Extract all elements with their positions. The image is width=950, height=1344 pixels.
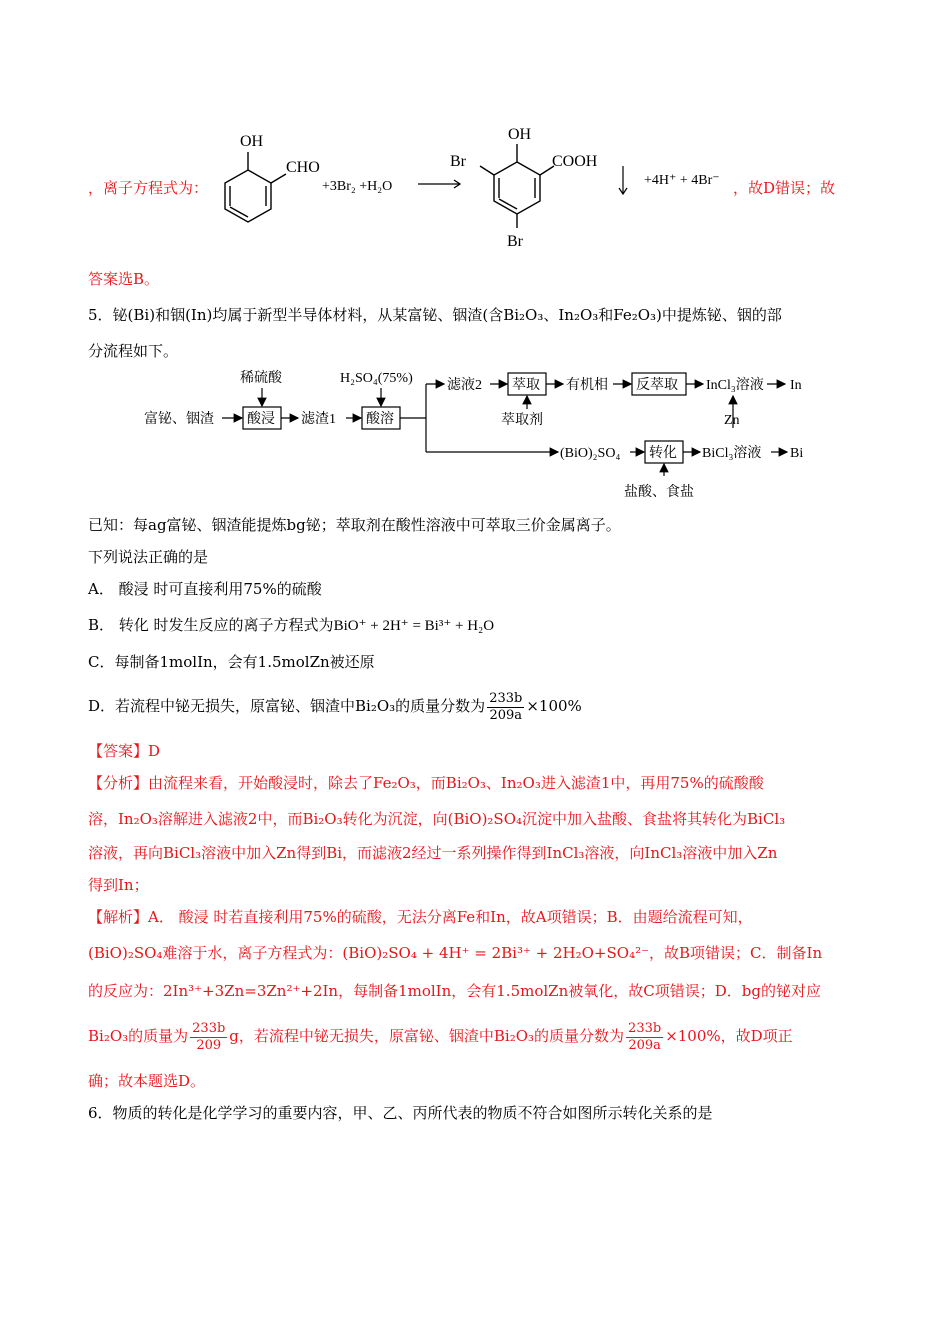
tribromophenol-acid-structure	[480, 144, 554, 228]
option-d-percent: ×100%	[526, 697, 582, 715]
q5-stem-line2: 分流程如下。	[88, 342, 179, 360]
label-in: In	[790, 378, 802, 393]
label-convert: 转化	[649, 446, 677, 461]
q5-prompt: 下列说法正确的是	[88, 548, 209, 566]
label-zn: Zn	[724, 413, 740, 428]
label-organic: 有机相	[566, 378, 608, 393]
label-bio-so4: (BiO)₂SO₄	[560, 446, 621, 461]
answer-label: 【答案】D	[88, 742, 161, 760]
q5-option-d	[88, 688, 860, 724]
label-dilute-acid: 稀硫酸	[240, 371, 282, 386]
answer-line-b: 答案选B。	[88, 270, 160, 288]
label-hcl-salt: 盐酸、食盐	[624, 485, 694, 500]
product-br-left: Br	[450, 153, 466, 170]
option-d-denominator: 209a	[489, 707, 523, 723]
explain4-post: ×100%，故D项正	[665, 1027, 793, 1045]
analysis-line-2: 溶，In₂O₃溶解进入滤液2中，而Bi₂O₃转化为沉淀，向(BiO)₂SO₄沉淀中加入盐酸、食盐将其转化为BiCl₃	[88, 810, 786, 828]
label-h2so4: H₂SO₄(75%)	[340, 371, 413, 386]
label-bicl3: BiCl₃溶液	[702, 446, 762, 461]
explain4-pre: Bi₂O₃的质量为	[88, 1027, 189, 1045]
label-incl3: InCl₃溶液	[706, 378, 764, 393]
explain-line-4	[88, 1018, 860, 1054]
equation-suffix: ，故D错误；故	[733, 179, 836, 197]
option-b-text: B． 转化 时发生反应的离子方程式为	[88, 616, 334, 634]
explain4-den2: 209a	[628, 1037, 661, 1053]
explain4-fraction-1	[190, 1021, 227, 1054]
label-leach: 酸浸	[247, 412, 275, 427]
precipitate-arrow	[619, 166, 627, 194]
explain-line-2: (BiO)₂SO₄难溶于水，离子方程式为：(BiO)₂SO₄ + 4H⁺ = 2Bi³⁺ + 2H₂O+SO₄²⁻，故B项错误；C．制备In	[88, 944, 823, 962]
process-flowchart	[140, 364, 820, 509]
explain-line-3: 的反应为：2In³⁺+3Zn=3Zn²⁺+2In，每制备1molIn，会有1.5molZn被氧化，故C项错误；D．bg的铋对应	[88, 982, 821, 1000]
option-d-text: D．若流程中铋无损失，原富铋、铟渣中Bi₂O₃的质量分数为	[88, 697, 486, 715]
explain4-fraction-2	[626, 1021, 663, 1054]
product-oh: OH	[508, 126, 532, 143]
option-d-fraction	[487, 691, 524, 724]
option-d-numerator: 233b	[489, 690, 523, 706]
salicylaldehyde-structure	[225, 152, 286, 222]
label-filter1: 滤渣1	[301, 412, 336, 427]
label-back-extract: 反萃取	[636, 378, 678, 393]
explain4-num2: 233b	[628, 1020, 662, 1036]
q5-option-c: C．每制备1molIn，会有1.5molZn被还原	[88, 653, 375, 671]
explain4-num1: 233b	[192, 1020, 226, 1036]
reaction-scheme	[210, 122, 790, 252]
label-extractant: 萃取剂	[501, 413, 543, 428]
explain4-mid: g，若流程中铋无损失，原富铋、铟渣中Bi₂O₃的质量分数为	[229, 1027, 625, 1045]
q5-known: 已知：每ag富铋、铟渣能提炼bg铋；萃取剂在酸性溶液中可萃取三价金属离子。	[88, 516, 621, 534]
analysis-line-1: 【分析】由流程来看，开始酸浸时，除去了Fe₂O₃，而Bi₂O₃、In₂O₃进入滤渣1中，再用75%的硫酸酸	[88, 774, 764, 792]
label-dissolve: 酸溶	[366, 412, 394, 427]
explain-line-5: 确；故本题选D。	[88, 1072, 206, 1090]
reactant-oh: OH	[240, 133, 264, 150]
label-start: 富铋、铟渣	[144, 412, 214, 427]
analysis-line-4: 得到In；	[88, 876, 149, 894]
q5-stem-line1: 5．铋(Bi)和铟(In)均属于新型半导体材料，从某富铋、铟渣(含Bi₂O₃、In₂O₃和Fe₂O₃)中提炼铋、铟的部	[88, 306, 782, 324]
product-ions: +4H⁺ + 4Br⁻	[644, 173, 720, 188]
reaction-arrow	[418, 180, 460, 188]
equation-prefix: ，离子方程式为：	[88, 179, 209, 197]
label-extract: 萃取	[512, 378, 540, 393]
analysis-line-3: 溶液，再向BiCl₃溶液中加入Zn得到Bi，而滤液2经过一系列操作得到InCl₃溶液，向InCl₃溶液中加入Zn	[88, 844, 778, 862]
reagents: +3Br₂ +H₂O	[322, 179, 393, 194]
explain4-den1: 209	[196, 1037, 222, 1053]
q6-stem: 6．物质的转化是化学学习的重要内容，甲、乙、丙所代表的物质不符合如图所示转化关系的是	[88, 1104, 713, 1122]
explain-line-1: 【解析】A． 酸浸 时若直接利用75%的硫酸，无法分离Fe和In，故A项错误；B．由题给流程可知，	[88, 908, 753, 926]
q5-option-a: A． 酸浸 时可直接利用75%的硫酸	[88, 580, 322, 598]
reactant-cho: CHO	[286, 159, 320, 176]
product-br-bottom: Br	[507, 233, 523, 250]
q5-option-b	[88, 614, 860, 637]
label-bi: Bi	[790, 446, 804, 461]
option-b-equation: BiO⁺ + 2H⁺ = Bi³⁺ + H₂O	[333, 618, 495, 634]
product-cooh: COOH	[552, 153, 598, 170]
label-filtrate2: 滤液2	[447, 378, 482, 393]
